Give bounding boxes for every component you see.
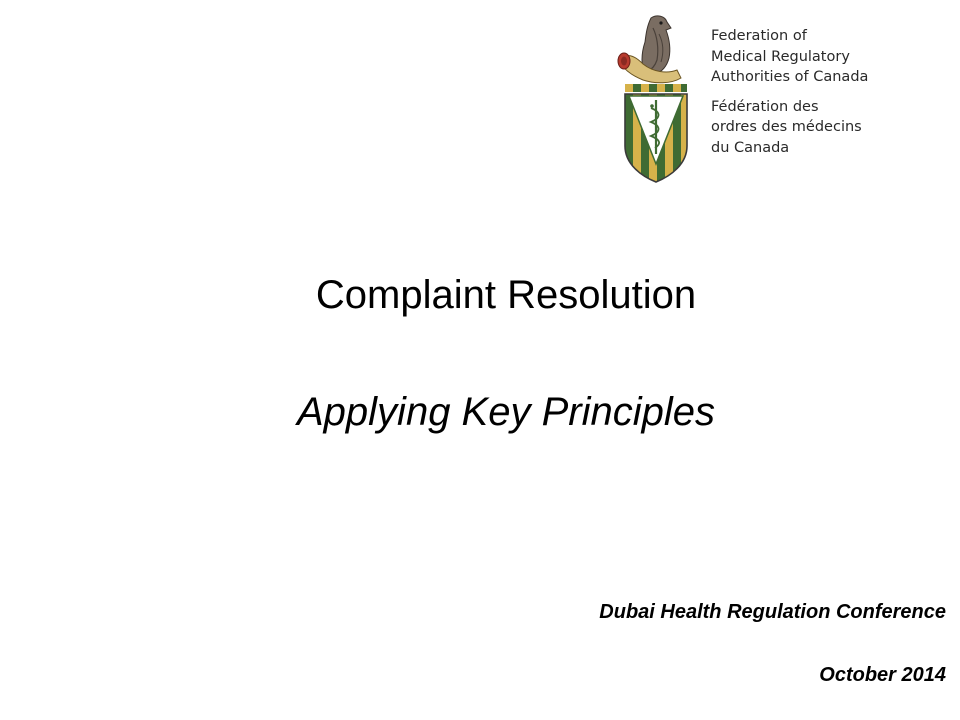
org-name-line: du Canada xyxy=(711,139,790,156)
organization-name xyxy=(711,26,911,158)
coat-of-arms-icon xyxy=(615,14,697,184)
org-name-line: ordres des médecins xyxy=(711,119,862,135)
organization-name-french xyxy=(711,97,911,159)
fmrac-logo xyxy=(615,14,905,186)
presentation-date: October 2014 xyxy=(819,664,946,686)
org-name-line: Authorities of Canada xyxy=(711,69,869,85)
slide-subtitle: Applying Key Principles xyxy=(297,390,715,434)
slide-title: Complaint Resolution xyxy=(315,273,697,317)
conference-name: Dubai Health Regulation Conference xyxy=(599,601,946,623)
organization-name-english xyxy=(711,26,911,88)
org-name-line: Medical Regulatory xyxy=(711,48,850,65)
org-name-line: Fédération des xyxy=(711,98,819,115)
org-name-line: Federation of xyxy=(711,28,807,44)
